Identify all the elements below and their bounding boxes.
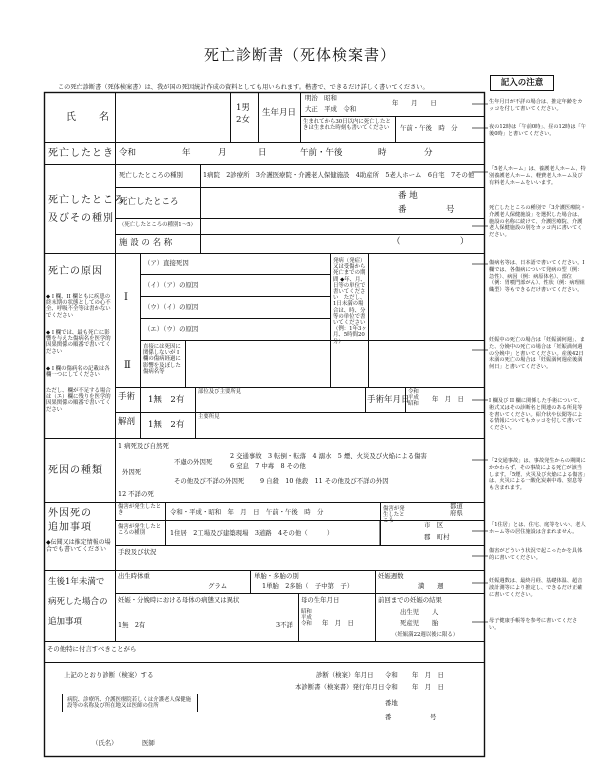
birth-time[interactable]: 午前・午後 時 分 xyxy=(400,124,458,132)
guide-note-9: 「1住居」とは、住宅、庭等をいい、老人ホーム等の居住施設は含まれません。 xyxy=(489,522,586,535)
onset-column: 発病（発症）又は受傷から死亡までの期間 ◆年、月、日等の単位で書いてください ただし、1日未満の場合は、時、分等の単位で書いてください（例：1年3ヶ月、5時間20分） xyxy=(333,258,367,345)
method-label: 手段及び状況 xyxy=(118,548,157,556)
cause-note-2: ◆ I 欄では、最も死亡に影響を与えた傷病名を医学的因果関係の順番で書いてください xyxy=(46,330,111,355)
mother-unknown[interactable]: 3不詳 xyxy=(276,621,293,629)
single-multi-opts[interactable]: 1単胎 2多胎（ 子中第 子） xyxy=(262,582,354,590)
guide-note-7: I 欄及び II 欄に関係した手術について、術式又はその診断名と関連のある所見等を書いてください。紹介状や伝聞等による情報についてもカッコを付して書いてください。 xyxy=(489,398,583,431)
prev-births-label: 前回までの妊娠の結果 xyxy=(378,596,442,604)
doctor-label: 医師 xyxy=(142,739,155,747)
injury-time[interactable]: 令和・平成・昭和 年 月 日 午前・午後 時 分 xyxy=(170,508,324,516)
issue-ymd[interactable]: 年 月 日 xyxy=(412,683,444,691)
death-day[interactable]: 日 xyxy=(258,148,267,158)
birth-ymd[interactable]: 年 月 日 xyxy=(392,99,437,107)
kind-5[interactable]: 12 不詳の死 xyxy=(118,490,154,498)
autopsy-label: 解剖 xyxy=(118,417,136,427)
infant-label-2: 病死した場合の xyxy=(48,597,108,607)
institution-note: 病院、診療所、介護医療院若しくは介護老人保健施設等の名称及び所在地又は医師の住所 xyxy=(62,694,198,712)
kind-2-opts[interactable]: 2 交通事故 3 転倒・転落 4 溺水 5 煙、火災及び火焔による傷害 xyxy=(230,452,427,460)
cause-note-3: ◆ I 欄の傷病名の記載は各欄一つにしてください xyxy=(46,366,110,379)
surgery-label: 手術 xyxy=(118,392,136,402)
cause-label: 死亡の原因 xyxy=(48,266,103,277)
death-ampm[interactable]: 午前・午後 xyxy=(300,148,343,158)
death-time-label: 死亡したとき xyxy=(48,148,114,159)
cause-row-d: （エ）（ウ）の原因 xyxy=(144,325,199,333)
facility-note: （死亡したところの種別1〜5） xyxy=(119,222,196,228)
prev-stillbirths[interactable]: 死産児 胎 xyxy=(400,619,439,627)
cause-row-2: 直接には死因に関係しないが I 欄の傷病経過に影響を及ぼした傷病名等 xyxy=(143,344,181,375)
cert-go: 号 xyxy=(430,713,437,721)
guide-header: 記入の注意 xyxy=(490,75,554,91)
birth-weight-label: 出生時体重 xyxy=(118,572,150,580)
surgery-date-label: 手術年月日 xyxy=(367,395,410,405)
injury-town: 郡 町村 xyxy=(424,533,450,541)
kind-1[interactable]: 1 病死及び自然死 xyxy=(118,442,169,450)
sex-male[interactable]: 1男 xyxy=(236,103,250,113)
guide-note-8: 「2交通事故」は、事故発生からの期間にかかわらず、その事故による死亡が該当します。「5煙、火災及び火焔による傷害」は、火災による一酸化炭素中毒、窒息等も含まれます。 xyxy=(489,458,586,491)
infant-label-3: 追加事項 xyxy=(48,617,83,627)
facility-paren[interactable]: （ ） xyxy=(392,237,469,247)
place-type-options[interactable]: 1病院 2診療所 3介護医療院・介護老人保健施設 4助産所 5老人ホーム 6自宅 7その他 xyxy=(203,171,475,179)
mother-label: 妊娠・分娩時における母体の病態又は異状 xyxy=(118,596,240,604)
guide-note-4: 死亡したところの種別で「3介護医療院・介護老人保健施設」を選択した場合は、施設の名称に続けて、介護医療院、介護老人保健施設の別をカッコ内に書いてください。 xyxy=(489,205,586,238)
death-hour[interactable]: 時 xyxy=(378,148,387,158)
mother-opts[interactable]: 1無 2有 xyxy=(118,621,146,629)
cause-row-a: （ア）直接死因 xyxy=(144,259,189,267)
issue-date-label: 本診断書（検案書）発行年月日 xyxy=(295,683,385,691)
doctor-name-label: （氏名） xyxy=(92,739,118,747)
death-year[interactable]: 年 xyxy=(182,148,191,158)
guide-note-2: 夜の12時は「午前0時」、昼の12時は「午後0時」と書いてください。 xyxy=(489,124,586,137)
place-label-1: 死亡したところ xyxy=(48,195,125,206)
birth-era-2[interactable]: 大正 平成 令和 xyxy=(305,105,357,113)
injury-place-opts[interactable]: 1住居 2工場及び建築現場 3道路 4その他（ ） xyxy=(170,529,334,537)
kind-4: その他及び不詳の外因死 xyxy=(174,477,245,485)
external-note: ◆伝聞又は推定情報の場合でも書いてください xyxy=(46,539,111,553)
cause-note-1: ◆ I 欄、II 欄ともに疾患の終末期の状態としての心不全、呼吸不全等は書かないでください xyxy=(46,294,111,319)
gestation-week[interactable]: 満 週 xyxy=(418,582,444,590)
other-label: その他特に付言すべきことがら xyxy=(47,645,137,653)
surgery-options[interactable]: 1無 2有 xyxy=(148,395,185,405)
cert-ban: 番 xyxy=(385,713,392,721)
external-label-1: 外因死の xyxy=(48,508,92,519)
death-era[interactable]: 令和 xyxy=(119,148,137,158)
issue-era: 令和 xyxy=(385,683,398,691)
surgery-sub: 部位及び主要所見 xyxy=(198,389,242,395)
diag-ymd[interactable]: 年 月 日 xyxy=(412,671,444,679)
place-banchi: 番 地 xyxy=(398,191,418,201)
injury-time-label: 傷害が発生したとき xyxy=(118,504,162,517)
cause-row-c: （ウ）（イ）の原因 xyxy=(144,303,199,311)
guide-note-12: 母子健康手帳等を参考に書いてください。 xyxy=(489,618,578,631)
place-go: 号 xyxy=(446,205,455,215)
kind-2-opts-2[interactable]: 6 窒息 7 中毒 8 その他 xyxy=(230,462,306,470)
guide-note-1: 生年月日が不詳の場合は、推定年齢をカッコを付して書いてください。 xyxy=(489,99,583,112)
intro-text: この死亡診断書（死体検案書）は、我が国の死因統計作成の資料としても用いられます。楷書で、できるだけ詳しく書いてください。 xyxy=(58,84,429,91)
sex-female[interactable]: 2女 xyxy=(236,115,250,125)
death-minute[interactable]: 分 xyxy=(424,148,433,158)
autopsy-options[interactable]: 1無 2有 xyxy=(148,420,185,430)
gestation-label: 妊娠週数 xyxy=(378,572,404,580)
kind-4-opts[interactable]: 9 自殺 10 他殺 11 その他及び不詳の外因 xyxy=(260,477,389,485)
place-label: 死亡したところ xyxy=(119,197,179,207)
certify-statement: 上記のとおり診断（検案）する xyxy=(64,671,154,679)
cause-roman-2: Ⅱ xyxy=(124,360,132,371)
guide-note-5: 傷病名等は、日本語で書いてください。I 欄では、各傷病について発病の型（例：急性）、病因（例：病原体名）、部位（例：胃噴門部がん）、性状（例：病理組織型）等もできるだけ書いてください。 xyxy=(489,260,585,293)
autopsy-sub: 主要所見 xyxy=(198,414,220,420)
surgery-era[interactable]: 令和 平成 昭和 xyxy=(408,389,419,408)
name-field[interactable] xyxy=(117,94,229,140)
cause-row-b: （イ）（ア）の原因 xyxy=(144,281,199,289)
infant-label-1: 生後1年未満で xyxy=(48,577,105,587)
injury-city: 市 区 xyxy=(424,521,444,529)
diag-date-label: 診断（検案）年月日 xyxy=(316,671,374,679)
guide-note-11: 妊娠週数は、最終月経、基礎体温、超音波計測等により推定し、できるだけ正確に書いてください。 xyxy=(489,578,583,598)
mother-birth-label: 母の生年月日 xyxy=(301,596,340,604)
infant-time-note: 生まれてから30日以内に死亡したときは生まれた時刻も書いてください xyxy=(303,119,391,132)
cause-roman-1: Ⅰ xyxy=(124,292,129,303)
mother-birth-era[interactable]: 昭和 平成 令和 xyxy=(301,609,312,628)
place-type-label: 死亡したところの種別 xyxy=(119,171,183,179)
guide-note-6: 妊娠中の死亡の場合は「妊娠満何週」、また、分娩中の死亡の場合は「妊娠満何週の分娩中」と書いてください。産後42日未満の死亡の場合は「妊娠満何週産後満何日」と書いてください。 xyxy=(489,337,585,370)
injury-loc-label: 傷害が発生したところ xyxy=(383,506,405,525)
form-title: 死亡診断書（死体検案書） xyxy=(203,46,396,64)
guide-note-3: 「5老人ホーム」は、養護老人ホーム、特別養護老人ホーム、軽費老人ホーム及び有料老人ホームをいいます。 xyxy=(489,166,586,186)
mother-birth-ymd[interactable]: 年 月 日 xyxy=(322,619,354,627)
diag-era: 令和 xyxy=(385,671,398,679)
place-ban: 番 xyxy=(398,205,407,215)
kind-label: 死因の種類 xyxy=(48,465,103,476)
facility-label: 施 設 の 名 称 xyxy=(119,238,173,248)
place-label-2: 及びその種別 xyxy=(48,213,114,224)
cause-note-4: ただし、欄が不足する場合は（エ）欄に残りを医学的因果関係の順番で書いてください xyxy=(46,388,111,413)
prev-live-births[interactable]: 出生児 人 xyxy=(400,608,439,616)
single-multi-label: 単胎・多胎の別 xyxy=(254,572,299,580)
cert-banchi: 番地 xyxy=(385,699,398,707)
kind-2: 不慮の外因死 xyxy=(174,458,213,466)
name-label: 氏 名 xyxy=(66,112,110,123)
kind-3: 外因死 xyxy=(122,468,142,476)
injury-pref: 都道府県 xyxy=(450,502,463,518)
birth-label: 生年月日 xyxy=(262,108,297,118)
guide-note-10: 傷害がどういう状況で起こったかを具体的に書いてください。 xyxy=(489,548,583,561)
external-label-2: 追加事項 xyxy=(48,522,92,533)
birth-weight-gram[interactable]: グラム xyxy=(208,582,228,590)
death-month[interactable]: 月 xyxy=(218,148,227,158)
stillbirth-note: （妊娠満22週以後に限る） xyxy=(392,632,459,638)
birth-era-1[interactable]: 明治 昭和 xyxy=(305,94,337,102)
injury-place-label: 傷害が発生したところの種別 xyxy=(118,524,162,537)
surgery-ymd[interactable]: 年 月 日 xyxy=(432,395,464,403)
